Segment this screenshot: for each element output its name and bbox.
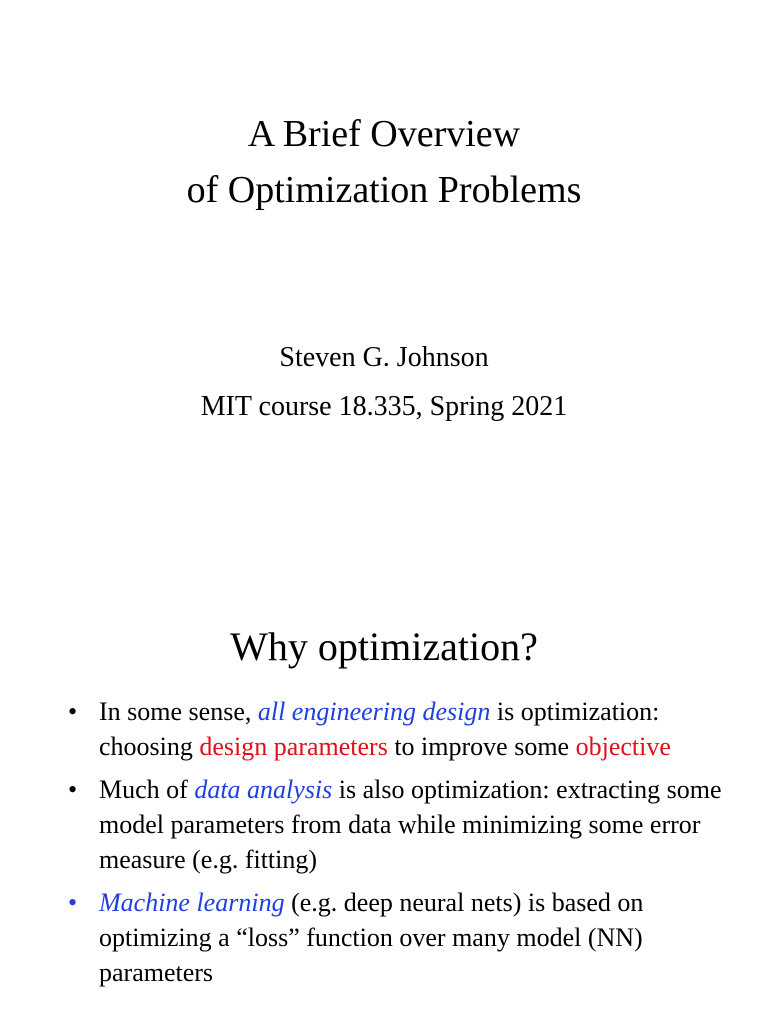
bullet-dot: • <box>68 888 78 917</box>
bullet-text: Much of <box>99 775 195 804</box>
bullet-item <box>68 694 728 764</box>
slide-title-line-2: of Optimization Problems <box>186 169 582 211</box>
bullet-text: to improve some <box>387 732 576 761</box>
bullet-item <box>68 885 728 990</box>
bullet-item <box>68 772 728 877</box>
bullet-text: (e.g. deep neural nets) is based on optimizing a “loss” function over many model (NN) parameters <box>99 888 644 987</box>
author-name: Steven G. Johnson <box>279 342 489 373</box>
section-heading: Why optimization? <box>230 624 538 669</box>
bullet-text: In some sense, <box>99 697 258 726</box>
emphasis-text: all engineering design <box>257 697 491 726</box>
bullet-text: is also optimization: extracting some model parameters from data while minimizing some error measure (e.g. fitting) <box>99 775 722 874</box>
bullet-text: is optimization: choosing <box>99 697 660 761</box>
bullet-dot: • <box>68 697 78 726</box>
bullet-list <box>68 694 728 998</box>
highlight-text: objective <box>575 732 671 761</box>
course-info: MIT course 18.335, Spring 2021 <box>200 391 568 422</box>
slide-title-line-1: A Brief Overview <box>247 113 521 155</box>
emphasis-text: data analysis <box>194 775 333 804</box>
highlight-text: design parameters <box>199 732 388 761</box>
bullet-dot: • <box>68 775 78 804</box>
emphasis-text: Machine learning <box>99 888 285 917</box>
